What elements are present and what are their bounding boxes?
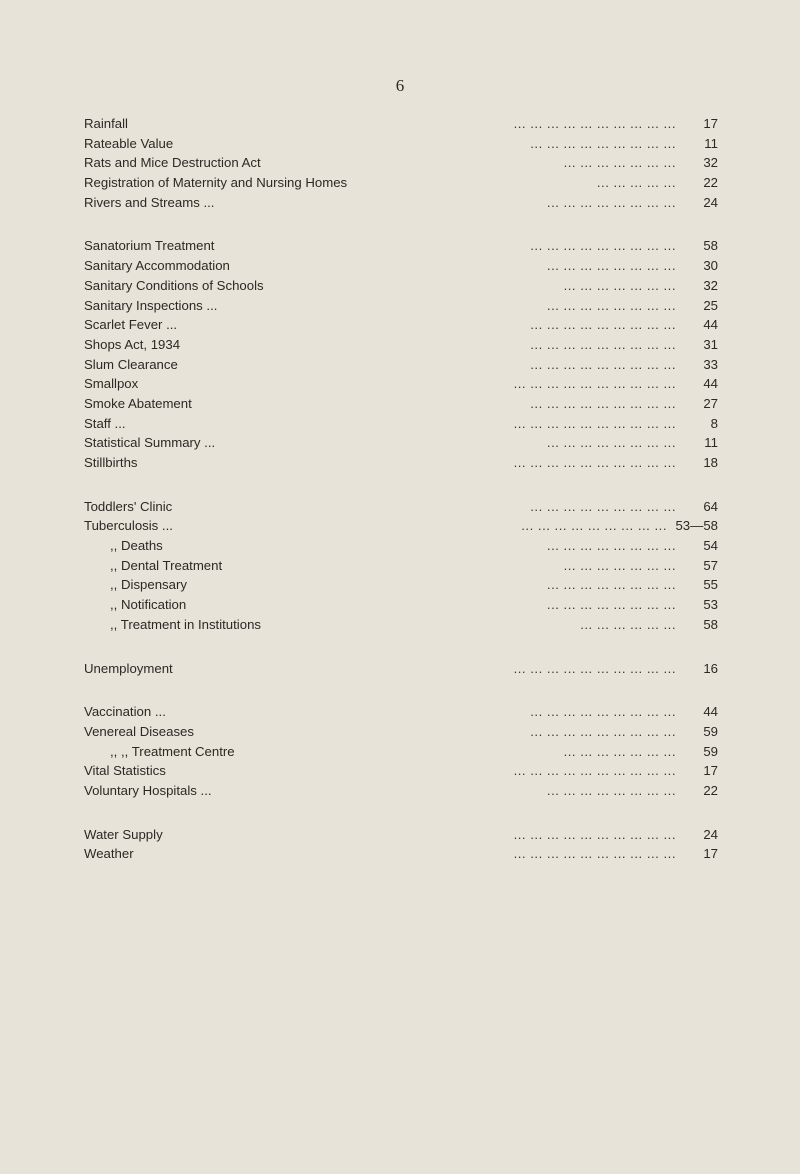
index-entry: [84, 256, 718, 276]
leader-dots: ... ... ... ... ... ... ... ... ... ...: [513, 660, 676, 676]
entry-label: Stillbirths: [84, 455, 138, 470]
entry-page-number: 53: [703, 597, 718, 613]
index-entry: [84, 193, 718, 213]
leader-dots: ... ... ... ... ... ... ... ...: [546, 577, 676, 593]
entry-label: Sanitary Accommodation: [84, 258, 230, 274]
index-entry: [84, 722, 718, 742]
leader-dots: ... ... ... ... ... ... ... ... ... ...: [513, 116, 676, 131]
index-entry: [84, 153, 718, 173]
entry-page-number: 54: [703, 538, 718, 554]
entry-page-number: 57: [703, 557, 718, 573]
leader-dots: ... ... ... ... ... ... ... ...: [546, 538, 676, 554]
leader-dots: ... ... ... ... ... ... ...: [563, 557, 676, 573]
leader-dots: ... ... ... ... ... ... ... ... ... ...: [513, 826, 676, 842]
page-number: 6: [395, 76, 405, 95]
entry-page-number: 11: [704, 135, 718, 151]
entry-page-number: 17: [703, 763, 718, 779]
entry-page-number: 32: [703, 155, 718, 171]
index-entry: [84, 825, 718, 845]
entry-label: Weather: [84, 846, 134, 862]
entry-page-number: 11: [704, 435, 718, 451]
entry-label: Slum Clearance: [84, 356, 178, 372]
index-group: [84, 825, 718, 864]
index-entry: [84, 781, 718, 801]
index-entry: [84, 433, 718, 453]
entry-label: Sanitary Conditions of Schools: [84, 277, 264, 293]
entry-label: Shops Act, 1934: [84, 336, 181, 352]
index-list: [84, 114, 718, 888]
index-entry: [84, 702, 718, 722]
index-entry: [84, 516, 718, 536]
index-entry: [84, 497, 718, 517]
entry-label: ,, Deaths: [110, 538, 163, 554]
index-entry: [84, 173, 718, 193]
entry-page-number: 58: [703, 238, 718, 254]
entry-label: Vaccination ...: [84, 704, 166, 720]
leader-dots: ... ... ... ... ... ... ... ... ...: [530, 336, 676, 352]
entry-label: ,, Notification: [110, 597, 187, 613]
entry-page-number: 33: [703, 356, 718, 372]
entry-page-number: 30: [703, 258, 718, 274]
index-group: [84, 659, 718, 679]
leader-dots: ... ... ... ... ... ... ... ... ... ...: [513, 763, 676, 779]
entry-label: Sanatorium Treatment: [84, 238, 215, 254]
index-entry: [84, 236, 718, 256]
leader-dots: ... ... ... ... ... ... ... ... ... ...: [513, 376, 676, 392]
index-entry: [84, 114, 718, 134]
index-entry: [84, 742, 718, 762]
index-group: [84, 114, 718, 212]
entry-page-number: 59: [703, 743, 718, 759]
leader-dots: ... ... ... ... ... ... ... ... ...: [521, 518, 667, 534]
index-entry: [84, 536, 718, 556]
entry-label: ,, ,, Treatment Centre: [110, 743, 235, 759]
entry-label: Toddlers' Clinic: [84, 498, 173, 514]
entry-label: Vital Statistics: [84, 763, 166, 779]
entry-page-number: 17: [703, 116, 718, 131]
index-entry: [84, 659, 718, 679]
index-entry: [84, 575, 718, 595]
entry-label: Unemployment: [84, 660, 173, 676]
index-entry: [84, 844, 718, 864]
index-group: [84, 702, 718, 800]
index-entry: [84, 615, 718, 635]
entry-page-number: 24: [703, 826, 718, 842]
entry-label: Rateable Value: [84, 135, 174, 151]
entry-page-number: 44: [703, 376, 718, 392]
leader-dots: ... ... ... ... ... ... ... ... ...: [530, 395, 676, 411]
leader-dots: ... ... ... ... ... ... ... ...: [546, 782, 676, 798]
entry-page-number: 8: [710, 415, 718, 431]
index-entry: [84, 355, 718, 375]
entry-page-number: 58: [703, 616, 718, 632]
leader-dots: ... ... ... ... ... ... ... ...: [546, 194, 676, 210]
leader-dots: ... ... ... ... ... ... ... ... ...: [530, 135, 676, 151]
entry-page-number: 44: [703, 317, 718, 333]
entry-page-number: 17: [703, 846, 718, 862]
leader-dots: ... ... ... ... ...: [596, 175, 676, 191]
index-entry: [84, 453, 718, 473]
entry-page-number: 27: [703, 395, 718, 411]
leader-dots: ... ... ... ... ... ...: [580, 616, 676, 632]
index-entry: [84, 315, 718, 335]
leader-dots: ... ... ... ... ... ... ... ... ...: [530, 723, 676, 739]
index-entry: [84, 595, 718, 615]
entry-page-number: 22: [703, 175, 718, 191]
entry-label: Rivers and Streams ...: [84, 194, 215, 210]
leader-dots: ... ... ... ... ... ... ... ... ...: [530, 498, 676, 514]
entry-label: Smallpox: [84, 376, 139, 392]
entry-label: Rats and Mice Destruction Act: [84, 155, 261, 171]
entry-page-number: 18: [703, 455, 718, 470]
entry-label: Statistical Summary ...: [84, 435, 216, 451]
entry-label: Staff ...: [84, 415, 126, 431]
entry-label: ,, Dispensary: [110, 577, 187, 593]
entry-label: Registration of Maternity and Nursing Homes: [84, 175, 348, 191]
leader-dots: ... ... ... ... ... ... ... ... ... ...: [513, 415, 676, 431]
index-entry: [84, 276, 718, 296]
entry-page-number: 59: [703, 723, 718, 739]
entry-label: Smoke Abatement: [84, 395, 192, 411]
entry-label: Venereal Diseases: [84, 723, 194, 739]
entry-page-number: 32: [703, 277, 718, 293]
entry-page-number: 31: [703, 336, 718, 352]
index-group: [84, 236, 718, 472]
leader-dots: ... ... ... ... ... ... ... ... ... ...: [513, 455, 676, 470]
index-entry: [84, 556, 718, 576]
entry-page-number: 64: [703, 498, 718, 514]
index-group: [84, 497, 718, 635]
index-entry: [84, 414, 718, 434]
leader-dots: ... ... ... ... ... ... ... ...: [546, 435, 676, 451]
leader-dots: ... ... ... ... ... ... ... ... ...: [530, 238, 676, 254]
entry-page-number: 55: [703, 577, 718, 593]
leader-dots: ... ... ... ... ... ... ... ... ...: [530, 704, 676, 720]
entry-label: Rainfall: [84, 116, 128, 131]
entry-page-number: 16: [703, 660, 718, 676]
entry-page-number: 25: [703, 297, 718, 313]
leader-dots: ... ... ... ... ... ... ... ... ...: [530, 317, 676, 333]
entry-label: Water Supply: [84, 826, 163, 842]
entry-label: ,, Dental Treatment: [110, 557, 223, 573]
entry-label: Voluntary Hospitals ...: [84, 782, 212, 798]
index-entry: [84, 394, 718, 414]
entry-label: Scarlet Fever ...: [84, 317, 178, 333]
leader-dots: ... ... ... ... ... ... ...: [563, 743, 676, 759]
entry-label: ,, Treatment in Institutions: [110, 616, 261, 632]
index-entry: [84, 296, 718, 316]
leader-dots: ... ... ... ... ... ... ...: [563, 155, 676, 171]
entry-page-number: 44: [703, 704, 718, 720]
leader-dots: ... ... ... ... ... ... ... ...: [546, 597, 676, 613]
index-entry: [84, 134, 718, 154]
leader-dots: ... ... ... ... ... ... ... ... ... ...: [513, 846, 676, 862]
entry-page-number: 22: [703, 782, 718, 798]
leader-dots: ... ... ... ... ... ... ... ...: [546, 297, 676, 313]
index-entry: [84, 335, 718, 355]
leader-dots: ... ... ... ... ... ... ... ... ...: [530, 356, 676, 372]
index-entry: [84, 374, 718, 394]
entry-label: Sanitary Inspections ...: [84, 297, 218, 313]
index-entry: [84, 761, 718, 781]
entry-label: Tuberculosis ...: [84, 518, 173, 534]
leader-dots: ... ... ... ... ... ... ... ...: [546, 258, 676, 274]
leader-dots: ... ... ... ... ... ... ...: [563, 277, 676, 293]
entry-page-number: 24: [703, 194, 718, 210]
entry-page-number: 53—58: [675, 518, 718, 534]
